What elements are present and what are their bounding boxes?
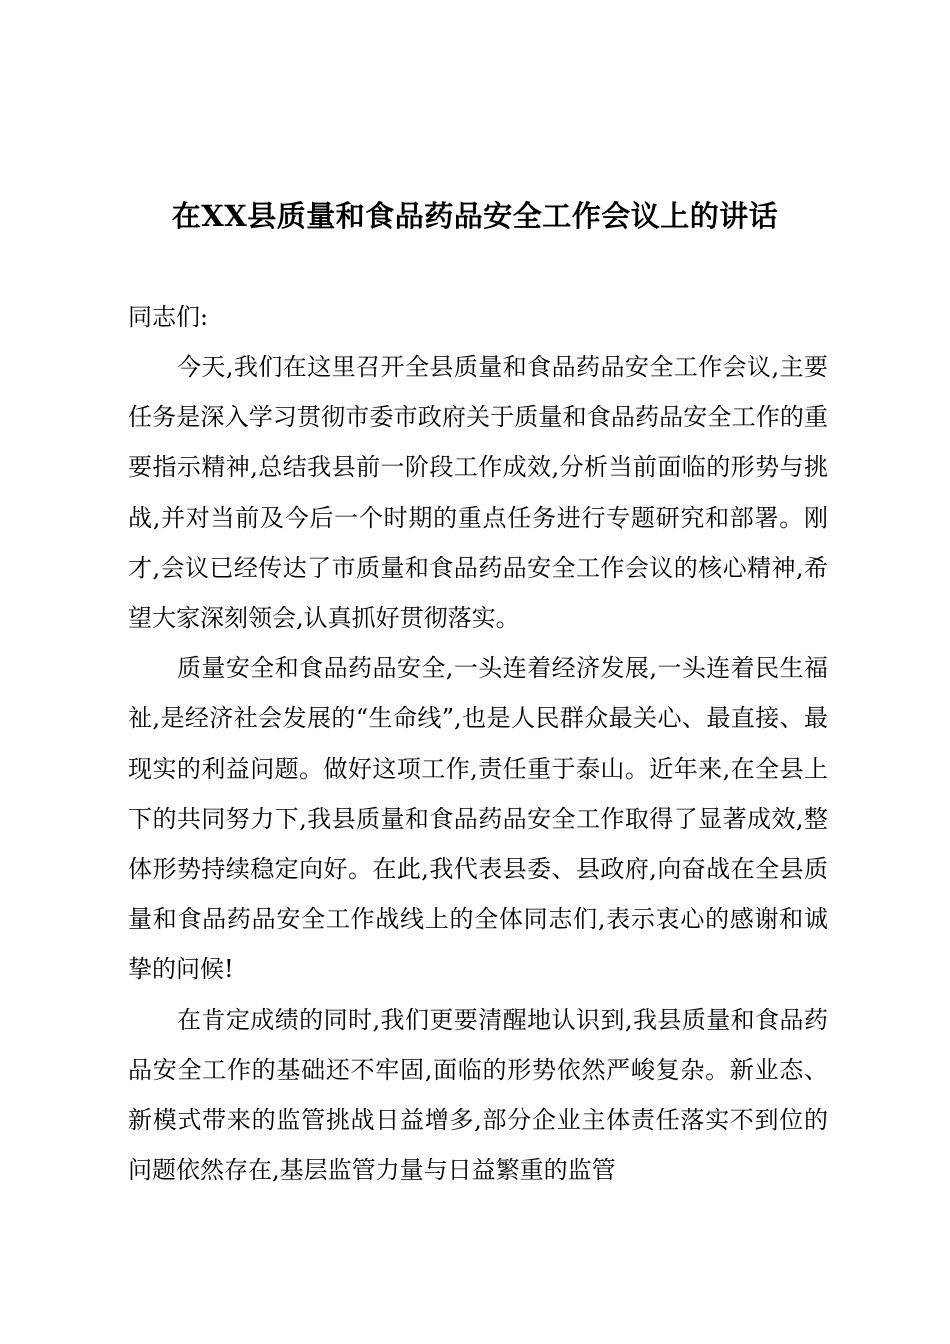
salutation: 同志们: — [128, 303, 209, 331]
paragraph-opening: 今天,我们在这里召开全县质量和食品药品安全工作会议,主要任务是深入学习贯彻市委市政府关于质量和食品药品安全工作的重要指示精神,总结我县前一阶段工作成效,分析当前面临的形势与挑战,并对当前及今后一个时期的重点任务进行专题研究和部署。刚才,会议已经传达了市质量和食品药品安全工作会议的核心精神,希望大家深刻领会,认真抓好贯彻落实。 — [128, 353, 828, 633]
document-body — [128, 342, 828, 1195]
paragraph-challenges: 在肯定成绩的同时,我们更要清醒地认识到,我县质量和食品药品安全工作的基础还不牢固,面临的形势依然严峻复杂。新业态、新模式带来的监管挑战日益增多,部分企业主体责任落实不到位的问题依然存在,基层监管力量与日益繁重的监管 — [128, 1005, 828, 1185]
document-title: 在XX县质量和食品药品安全工作会议上的讲话 — [171, 199, 779, 233]
paragraph-significance: 质量安全和食品药品安全,一头连着经济发展,一头连着民生福祉,是经济社会发展的“生命线”,也是人民群众最关心、最直接、最现实的利益问题。做好这项工作,责任重于泰山。近年来,在全县上下的共同努力下,我县质量和食品药品安全工作取得了显著成效,整体形势持续稳定向好。在此,我代表县委、县政府,向奋战在全县质量和食品药品安全工作战线上的全体同志们,表示衷心的感谢和诚挚的问候! — [128, 654, 828, 984]
